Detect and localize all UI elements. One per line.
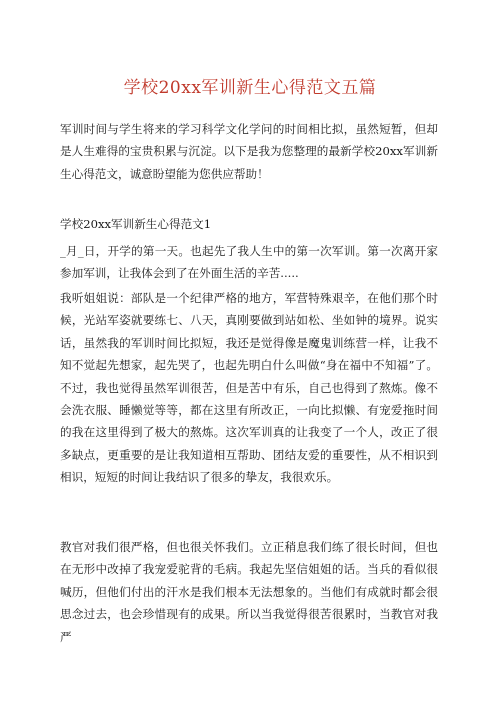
- body-paragraph: 我听姐姐说：部队是一个纪律严格的地方，军营特殊艰辛，在他们那个时候，光站军姿就要练七、八天，真刚要做到站如松、坐如钟的境界。说实话，虽然我的军训时间比拟短，我还是觉得像是魔鬼训练营一样，让我不知不觉起先想家，起先哭了，也起先明白什么叫做“身在福中不知福”了。不过，我也觉得虽然军训很苦，但是苦中有乐，自己也得到了熬炼。像不会洗衣服、睡懒觉等等，都在这里有所改正，一向比拟懒、有宠爱拖时间的我在这里得到了极大的熬炼。这次军训真的让我变了一个人，改正了很多缺点，更重要的是让我知道相互帮助、团结友爱的重要性，从不相识到相识，短短的时间让我结识了很多的挚友，我很欢乐。: [60, 291, 438, 485]
- body-paragraph: _月_日，开学的第一天。也起先了我人生中的第一次军训。第一次离开家参加军训，让我体会到了在外面生活的辛苦.....: [60, 244, 438, 281]
- section-heading: 学校20xx军训新生心得范文1: [60, 217, 212, 231]
- body-paragraph: 教官对我们很严格，但也很关怀我们。立正稍息我们练了很长时间，但也在无形中改掉了我宠爱驼背的毛病。我起先坚信姐姐的话。当兵的看似很喊历，但他们付出的汗水是我们根本无法想象的。当他们有成就时都会很思念过去，也会珍惜现有的成果。所以当我觉得很苦很累时，当教官对我严: [60, 540, 438, 644]
- document-title: 学校20xx军训新生心得范文五篇: [123, 78, 377, 98]
- intro-paragraph: 军训时间与学生将来的学习科学文化学问的时间相比拟，虽然短暂，但却是人生难得的宝贵积累与沉淀。以下是我为您整理的最新学校20xx军训新生心得范文，诚意盼望能为您供应帮助！: [60, 122, 438, 181]
